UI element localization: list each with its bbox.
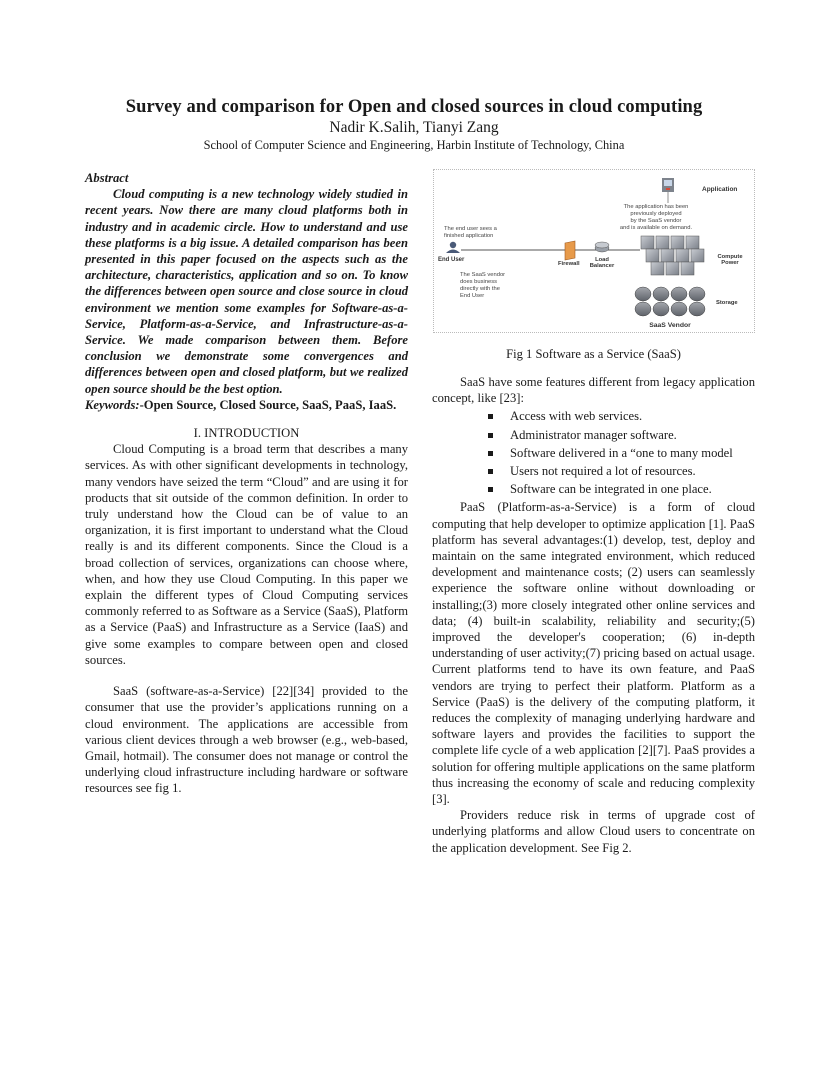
label-load-line-1: Load: [595, 257, 609, 263]
vendor-note-line-3: directly with the: [460, 286, 500, 292]
app-note-line-2: previously deployed: [630, 211, 682, 217]
section-heading-introduction: I. INTRODUCTION: [193, 426, 300, 441]
label-compute-line-1: Compute: [717, 254, 743, 260]
abstract-heading: Abstract: [85, 171, 129, 185]
paper-title: Survey and comparison for Open and closed sources in cloud computing: [125, 97, 703, 117]
figure-saas-diagram: [433, 169, 755, 333]
label-application: Application: [702, 186, 738, 193]
compute-servers-icon: [641, 236, 704, 275]
list-item: Administrator manager software.: [432, 426, 755, 444]
label-firewall: Firewall: [558, 261, 580, 267]
vendor-note-line-2: does business: [460, 279, 498, 285]
vendor-note-line-1: The SaaS vendor: [460, 272, 506, 278]
paas-paragraph: PaaS (Platform-as-a-Service) is a form of cloud computing that help developer to optimize application [1]. PaaS platform has several advantages:(1) develop, test, deploy and maintain on the same integrated environment, which reduced development and maintenance costs; (2) users can seamlessly experience the software online without downloading or installing;(3) more closely integrated other online services and data; (4) built-in scalability, reliability and security;(5) improved the developer's cooperation; (6) in-depth understanding of user activity;(7) pricing based on actual usage. Current platforms tend to have its own feature, and PaaS vendors are trying to perfect their platform. Platform as a Service (PaaS) is the delivery of the computing platform, it reduces the complexity of managing underlying hardware and software layers and provides the facilities to support the complete life cycle of a web application [2][7]. PaaS provides a solution for offering multiple applications on the same platform thus increasing the economy of scale and reducing complexity [3].: [432, 500, 755, 807]
vendor-note-line-4: End User: [460, 293, 485, 299]
list-item: Software delivered in a “one to many model: [432, 444, 755, 462]
app-note-line-1: The application has been: [623, 204, 689, 210]
label-load-line-2: Balancer: [589, 263, 615, 269]
label-storage: Storage: [716, 300, 738, 306]
intro-paragraph-2: SaaS (software-as-a-Service) [22][34] provided to the consumer that use the provider’s applications running on a cloud environment. The applications are accessible from various client devices through a web browser (e.g., web-based, Gmail, hotmail). The consumer does not manage or control the underlying cloud infrastructure including hardware or software resources see fig 1.: [85, 684, 408, 796]
end-user-icon: [446, 242, 460, 253]
user-note-line-2: finished application: [444, 233, 494, 239]
list-item: Users not required a lot of resources.: [432, 462, 755, 480]
storage-disks-icon: [635, 287, 705, 316]
keywords-list: -Open Source, Closed Source, SaaS, PaaS, IaaS.: [139, 397, 397, 412]
label-compute-line-2: Power: [721, 260, 739, 266]
right-column: [432, 374, 755, 856]
list-item: Access with web services.: [432, 407, 755, 425]
left-column: [85, 170, 408, 797]
saas-features-intro: SaaS have some features different from legacy application concept, like [23]:: [432, 375, 755, 406]
intro-paragraph-1: Cloud Computing is a broad term that describes a many services. As with other significant developments in technology, many vendors have seized the term “Cloud” and are using it for products that sit outside of the common definition. In order to truly understand how the Cloud can be of value to an organization, it is first important to understand what the Cloud really is and its different components. Since the Cloud is a broad collection of services, organizations can choose where, when, and how they use Cloud Computing. In this paper we explain the different types of Cloud Computing services commonly referred to as Software as a Service (SaaS), Platform as a Service (PaaS) and Infrastructure as a Service (IaaS) and give some examples to compare between open and closed sources.: [85, 442, 408, 667]
load-balancer-icon: [595, 242, 609, 252]
author-affiliation: School of Computer Science and Engineering, Harbin Institute of Technology, China: [203, 138, 625, 152]
keywords: [85, 397, 408, 413]
application-computer-icon: [662, 178, 674, 192]
figure-caption: Fig 1 Software as a Service (SaaS): [506, 347, 681, 361]
paper-authors: Nadir K.Salih, Tianyi Zang: [329, 119, 499, 136]
label-end-user: End User: [438, 257, 465, 263]
providers-paragraph: Providers reduce risk in terms of upgrade cost of underlying platforms and allow Cloud users to concentrate on the application development. See Fig 2.: [432, 808, 755, 855]
label-saas-vendor: SaaS Vendor: [649, 322, 691, 329]
app-note-line-3: by the SaaS vendor: [630, 218, 682, 224]
saas-feature-list: [432, 407, 755, 498]
list-item: Software can be integrated in one place.: [432, 480, 755, 498]
app-note-line-4: and is available on demand.: [619, 225, 693, 231]
keywords-label: Keywords:: [85, 397, 140, 412]
user-note-line-1: The end user sees a: [444, 226, 497, 232]
firewall-icon: [565, 241, 575, 260]
abstract-body: Cloud computing is a new technology widely studied in recent years. Now there are many cloud platforms both in industry and in academic circle. How to understand and use these platforms is a big issue. A detailed comparison has been presented in this paper focused on the aspects such as the architecture, characteristics, application and so on. To know the differences between open source and close source in cloud environment we mention some examples for Software-as-a-Service, Platform-as-a-Service, and Infrastructure-as-a-Service. We made comparison between them. Before conclusion we demonstrate some convergences and differences between open and closed platform, but we realized open source should be the best option.: [85, 187, 408, 396]
